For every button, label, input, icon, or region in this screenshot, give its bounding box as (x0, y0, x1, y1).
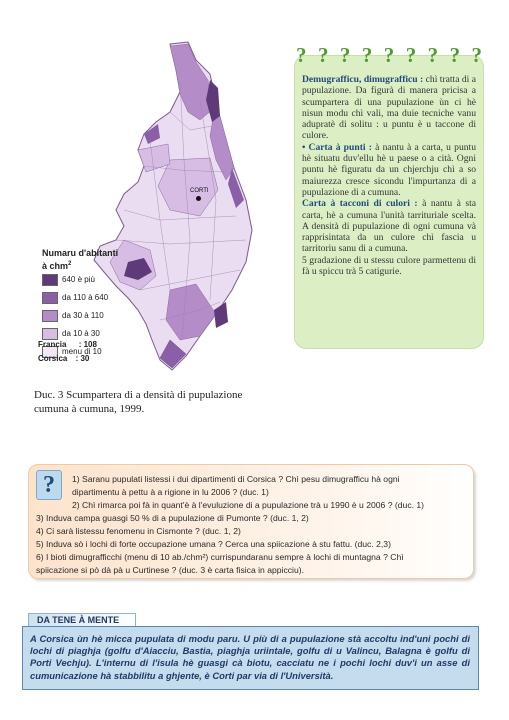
legend-swatch (42, 328, 58, 340)
legend-swatch (42, 292, 58, 304)
town-marker (196, 196, 201, 201)
question-marks-row (296, 44, 482, 66)
corsica-density-map (20, 40, 280, 380)
town-label-corti: CORTI (190, 188, 209, 194)
question-mark-icon: ? (339, 43, 351, 67)
stat-corsica: Corsica : 30 (38, 354, 90, 363)
question-line: spiicazione si pò dà pà u Curtinese ? (duc. 3 è carta fisica in appicciu). (36, 565, 304, 575)
question-line: 5) Induva sò i lochi di forte occupazione umana ? Cerca una spiicazione à stu fattu. (duc. 2,3) (36, 539, 391, 549)
map-caption: Duc. 3 Scumpartera di a densità di pupulazione cumuna à cumuna, 1999. (34, 389, 243, 415)
question-mark-icon: ? (361, 43, 373, 67)
remember-title: DA TENE À MENTE (28, 613, 136, 627)
definition-paragraph: Carta à tacconi di culori : à nantu à sta carta, hè a cumuna l'unità tarrituriale scelta. A densità di pupulazione di ogni cumuna và rapprisintata da un culore chì fascia u tarritoriu sanu di a cumuna. (302, 198, 476, 255)
question-mark-icon: ? (449, 43, 461, 67)
question-mark-icon: ? (317, 43, 329, 67)
legend-title: Numaru d'abitanti à chm$^2$ (42, 248, 119, 271)
question-line: 6) I bioti dimugrafficchi (menu di 10 ab./chm²) currispundaranu sempre à lochi di muntagna ? Chì (36, 552, 404, 562)
question-mark-icon: ? (405, 43, 417, 67)
definition-paragraph: 5 gradazione di u stessu culore parmettenu di fà u spiccu trà 5 catigurie. (302, 254, 476, 278)
definition-paragraph: • Carta à punti : à nantu à a carta, u puntu hè situatu duv'ellu hè u paese o a cità. Ogni puntu hè figuratu da un chjerchju chì a so maiurezza cresce sicondu l'impurtanza di a pupulazione di a cumuna. (302, 141, 476, 198)
question-mark-icon: ? (296, 43, 307, 67)
question-mark-icon: ? (427, 43, 439, 67)
definition-paragraph: Demugrafficu, dimugrafficu : chì tratta di a pupulazione. Da figurà di manera pricisa a scumpartera di una pupulazione ùn ci hè nisun modu chì vali, ma duie tecniche vanu adupratè di solitu : u puntu è u taccone di culore. (302, 74, 477, 142)
density-map: Numaru d'abitanti à chm$^2$ 640 è più da 110 à 640 da 30 à 110 da 10 à 30 menu di 10 CORTI Francia : 108 Corsica : 30 (20, 40, 280, 380)
question-mark-icon: ? (471, 43, 482, 67)
question-icon: ? (36, 470, 62, 500)
question-line: 2) Chì rimarca poi fà in quant'è à l'evuluzione di a pupulazione trà u 1990 è u 2006 ? (duc. 1) (72, 500, 425, 510)
legend-swatch (42, 274, 58, 286)
question-line: dipartimentu à pettu à a rigione in lu 2006 ? (duc. 1) (72, 487, 269, 497)
question-line: 1) Saranu pupulati listessi i dui dipartimenti di Corsica ? Chì pesu dimugrafficu hà ogni (72, 474, 400, 484)
question-line: 3) Induva campa guasgi 50 % di a pupulazione di Pumonte ? (duc. 1, 2) (36, 513, 309, 523)
question-mark-icon: ? (383, 43, 395, 67)
stat-francia: Francia : 108 (38, 340, 97, 349)
definition-text (302, 74, 476, 277)
question-line: 4) Ci sarà listessu fenomenu in Cismonte ? (duc. 1, 2) (36, 526, 241, 536)
legend-swatch (42, 310, 58, 322)
remember-text: A Corsica ùn hè micca pupulata di modu paru. U più di a pupulazione stà accoltu ind'uni pochi di lochi di piaghja (golfu d'Aiacciu, Bastia, piaghja uriintale, golfu di u Valincu, Balagna è golfu di Porti Vechju). L'internu di l'isula hè guasgi cà biotu, cacciatu ne i pochi lochi duv'i un asse di cumunicazione hà stabbilitu a ghjente, è Corti par via di l'Università. (30, 633, 470, 681)
